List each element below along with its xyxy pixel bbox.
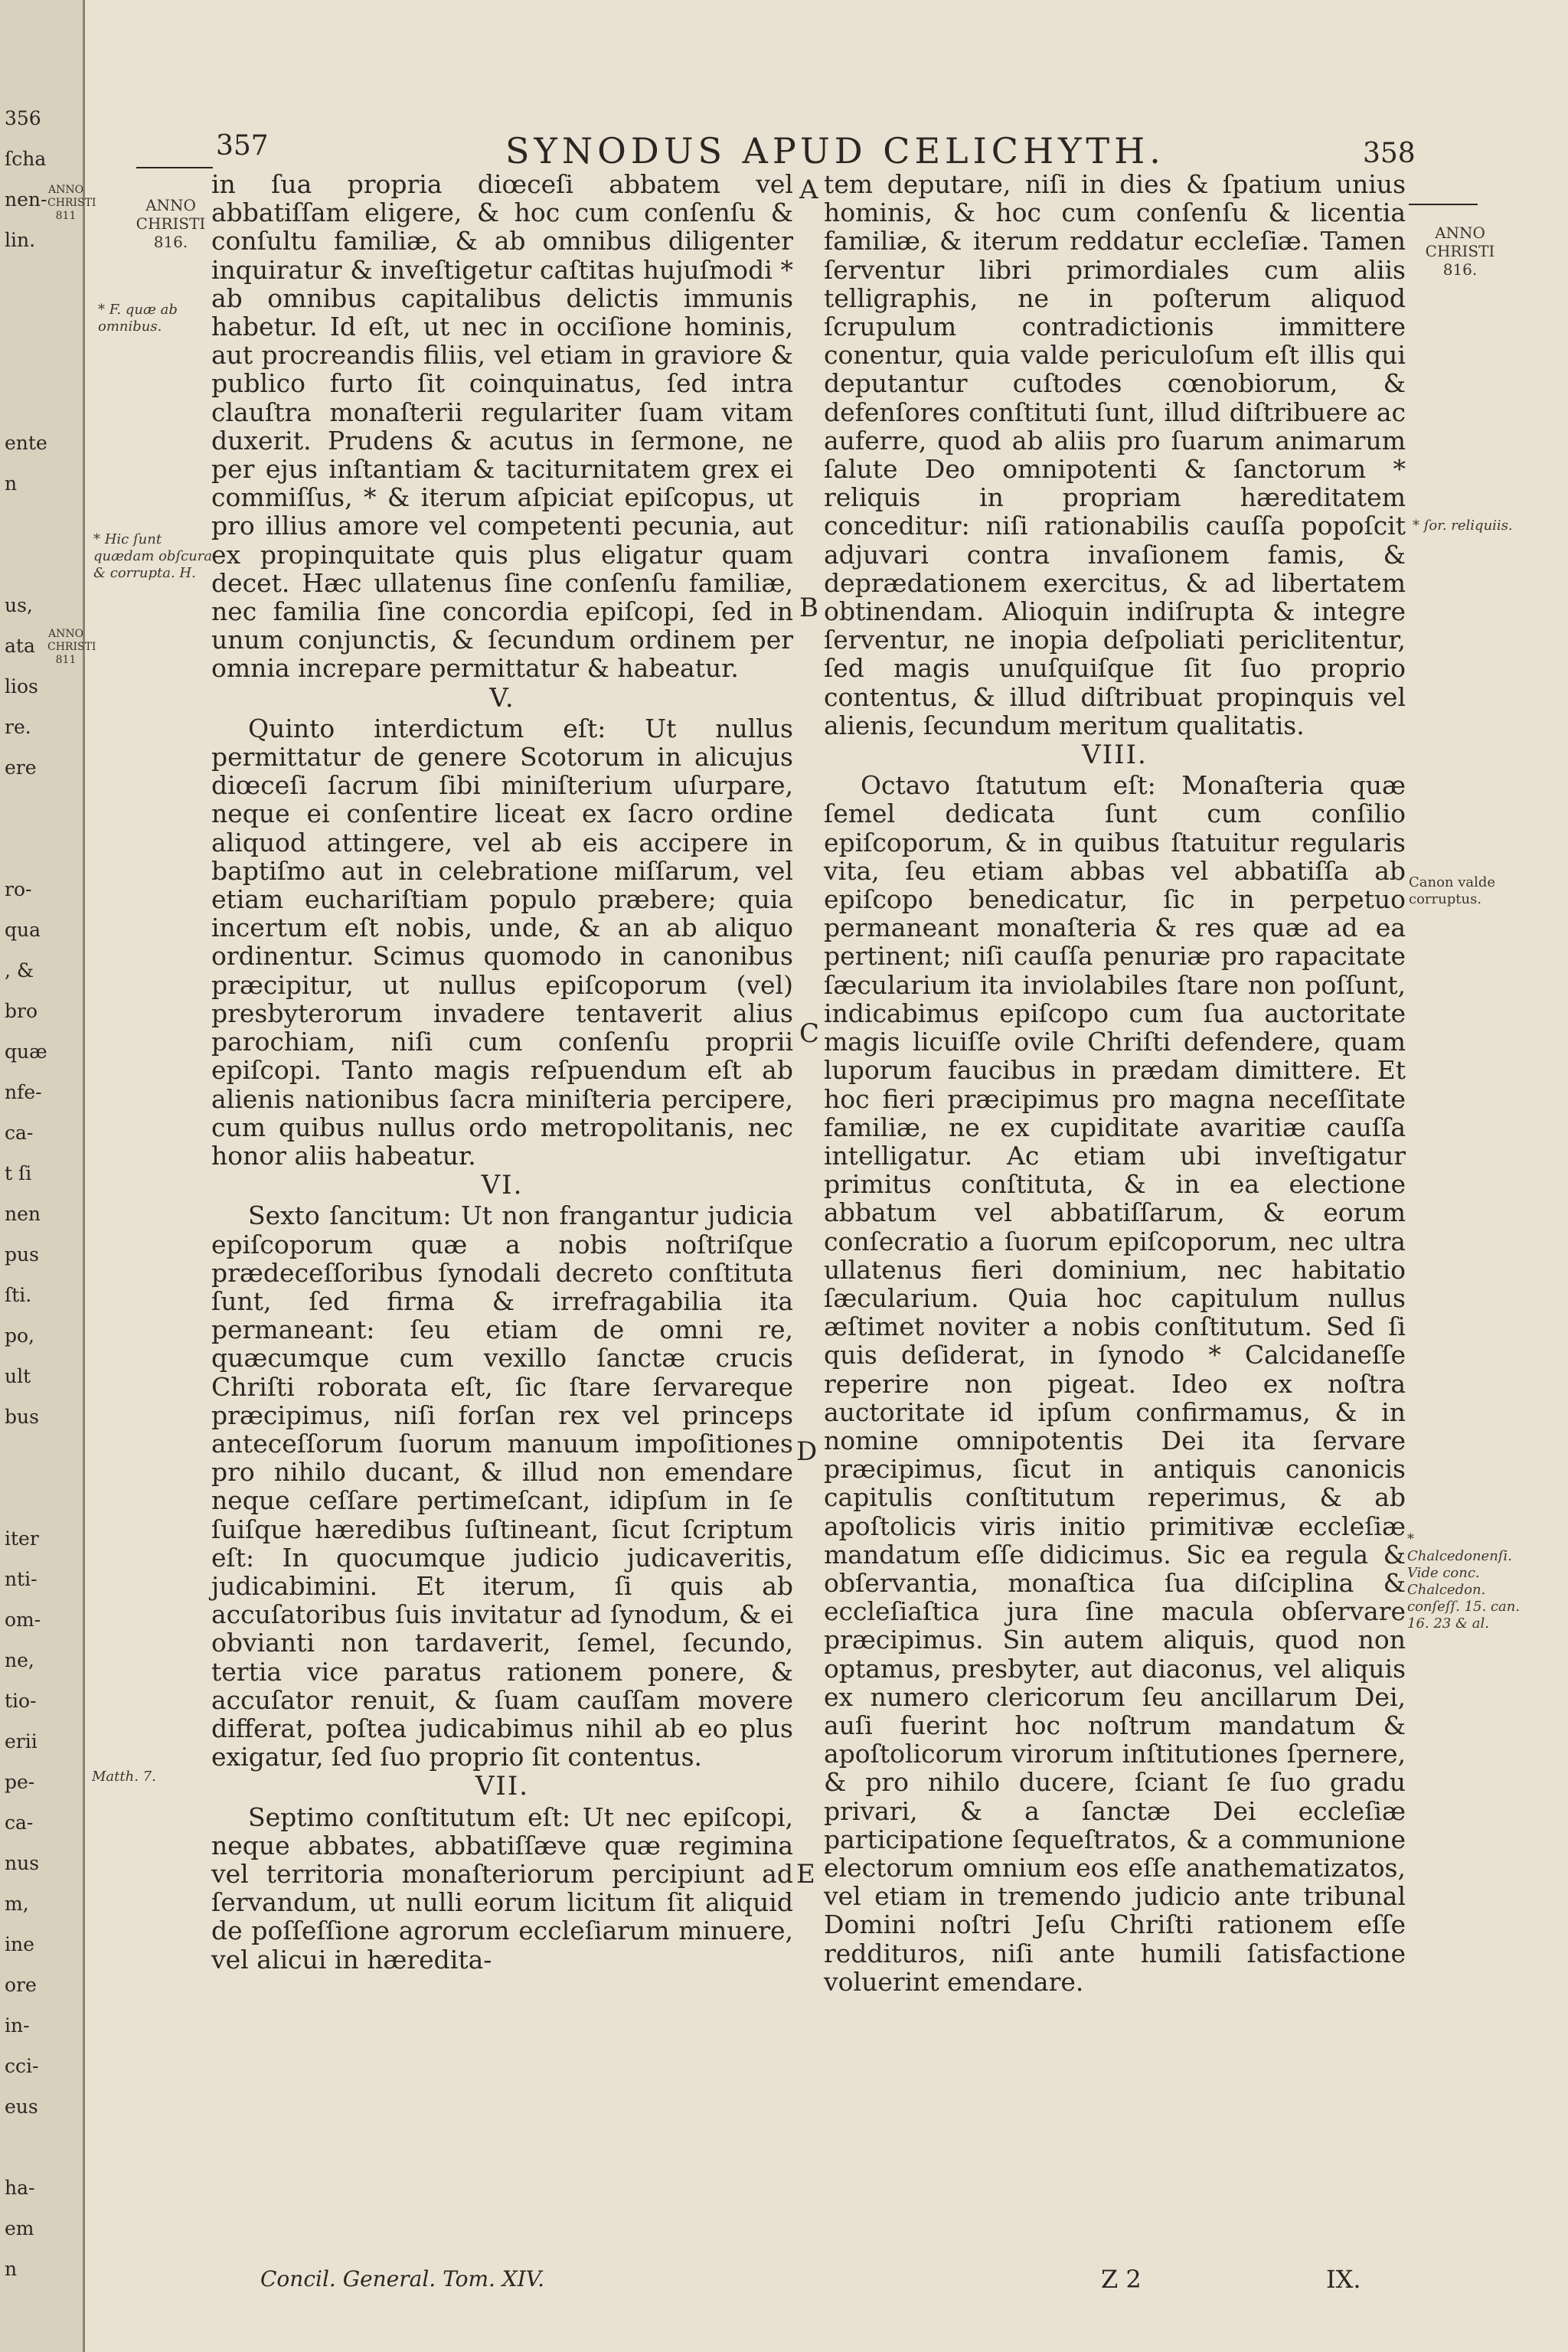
gutter-fragment: us, — [5, 594, 33, 616]
gutter-fragment: ente — [5, 432, 47, 454]
section-letter-e: E — [796, 1859, 815, 1890]
section-heading-vii: VII. — [475, 1771, 530, 1802]
section-letter-b: B — [799, 593, 818, 623]
gutter-fragment: bro — [5, 1000, 38, 1022]
footer-catchword: IX. — [1326, 2265, 1361, 2294]
margin-year-right: ANNO CHRISTI 816. — [1425, 224, 1495, 279]
gutter-fragment: po, — [5, 1325, 35, 1347]
gutter-fragment: nen — [5, 1203, 41, 1225]
gutter-fragment: ha- — [5, 2177, 35, 2199]
gutter-fragment: ne, — [5, 1649, 34, 1671]
gutter-fragment: iter — [5, 1527, 39, 1550]
gutter-fragment: nti- — [5, 1568, 38, 1590]
gutter-fragment: pe- — [5, 1771, 35, 1793]
gutter-fragment: cci- — [5, 2055, 39, 2077]
gutter-fragment: ſti. — [5, 1284, 32, 1306]
section-heading-vi: VI. — [481, 1170, 524, 1201]
gutter-fragment: , & — [5, 959, 34, 982]
gutter-year-2: ANNO CHRISTI 811 — [47, 628, 96, 666]
margin-note-right-1: * ſor. reliquiis. — [1413, 518, 1513, 534]
paragraph-vii: Septimo conſtitutum eſt: Ut nec epiſcopi, neque abbates, abbatiſſæve quæ regimina vel territoria monaſteriorum percipiunt ad ſervandum, ut nulli eorum licitum ſit aliquid de poſſeſſione agrorum eccleſiarum minuere, vel alicui in hæredita- — [211, 1802, 793, 1975]
gutter-year-1: ANNO CHRISTI 811 — [47, 184, 96, 222]
section-heading-viii: VIII. — [1082, 740, 1148, 771]
paragraph-continued-right: tem deputare, niſi in dies & ſpatium unius hominis, & hoc cum conſenſu & licentia familiæ, & iterum reddatur eccleſiæ. Tamen ſerventur libri primordiales cum aliis telligraphis, ne in poſterum aliquod ſcrupulum contradictionis immittere conentur, quia valde periculoſum eſt illis qui deputantur cuſtodes cœnobiorum, & defenſores conſtituti ſunt, illud diſtribuere ac auferre, quod ab aliis pro ſuarum animarum ſalute Deo omnipotenti & ſanctorum * reliquis in propriam hæreditatem conceditur: niſi rationabilis cauſſa popoſcit adjuvari contra invaſionem famis, & deprædationem exercitus, & ad libertatem obtinendam. Alioquin indiſrupta & integre ſerventur, ne inopia deſpoliati periclitentur, ſed magis unuſquiſque ſit ſuo proprio contentus, & illud diſtribuat propinquis vel alienis, ſecundum meritum qualitatis. — [824, 169, 1406, 740]
section-letter-c: C — [799, 1018, 820, 1049]
page-number-left: 357 — [216, 130, 269, 162]
footer-signature: Z 2 — [1101, 2265, 1142, 2294]
gutter-fragment: pus — [5, 1243, 39, 1266]
text-column-left — [211, 170, 793, 1974]
paragraph-v: Quinto interdictum eſt: Ut nullus permittatur de genere Scotorum in alicujus diœceſi ſacrum ſibi miniſterium uſurpare, neque ei conſentire liceat ex ſacro ordine aliquod attingere, vel ab eis accipere in baptiſmo aut in celebratione miſſarum, vel etiam euchariſtiam populo præbere; quia incertum eſt nobis, unde, & an ab aliquo ordinentur. Scimus quomodo in canonibus præcipitur, ut nullus epiſcoporum (vel) presbyterorum invadere tentaverit alius parochiam, niſi cum conſenſu proprii epiſcopi. Tanto magis reſpuendum eſt ab alienis nationibus ſacra miniſteria percipere, cum quibus nullus ordo metropolitanis, nec honor aliis habeatur. — [211, 713, 793, 1171]
section-letter-a: A — [799, 175, 818, 205]
gutter-fragment: lin. — [5, 229, 36, 251]
right-margin-rule — [1409, 204, 1478, 205]
margin-year-left: ANNO CHRISTI 816. — [136, 196, 206, 251]
gutter-fragment: qua — [5, 919, 41, 941]
gutter-fragment: em — [5, 2217, 34, 2239]
gutter-fragment: nfe- — [5, 1081, 42, 1103]
margin-note-right-2: Canon valde corruptus. — [1409, 874, 1496, 907]
gutter-fragment: re. — [5, 716, 31, 738]
gutter-fragment: n — [5, 2258, 18, 2280]
gutter-fragment: tio- — [5, 1690, 37, 1712]
gutter-fragment: erii — [5, 1730, 38, 1753]
left-margin-rule — [136, 167, 213, 168]
gutter-fragment: nus — [5, 1852, 40, 1874]
gutter-fragment: t ſi — [5, 1162, 32, 1184]
margin-note-right-3: * Chalcedonenſi. Vide conc. Chalcedon. conſeſſ. 15. can. 16. 23 & al. — [1407, 1531, 1521, 1632]
previous-page-edge — [0, 0, 96, 2352]
margin-note-left-2: * Hic ſunt quædam obſcura & corrupta. H. — [93, 531, 213, 581]
paragraph-viii: Octavo ſtatutum eſt: Monaſteria quæ ſemel dedicata ſunt cum conſilio epiſcoporum, & in quibus ſtatuitur regularis vita, ſeu etiam abbas vel abbatiſſa ab epiſcopo benedicatur, ſic in perpetuo permaneant monaſteria & res quæ ad ea pertinent; niſi cauſſa penuriæ pro rapacitate ſæcularium ita inviolabiles ſtare non poſſunt, indicabimus epiſcopo cum ſua auctoritate magis licuiſſe ovile Chriſti defendere, quam luporum faucibus in prædam dimittere. Et hoc fieri præcipimus pro magna neceſſitate familiæ, ne ex cupiditate avaritiæ cauſſa intelligatur. Ac etiam ubi inveſtigatur primitus conſtituta, & in ea electione abbatum vel abbatiſſarum, & eorum conſecratio a ſuorum epiſcoporum, nec ultra ullatenus fieri dominium, nec habitatio ſæcularium. Quia hoc capitulum nullus æſtimet noviter a nobis conſtitutum. Sed ſi quis deſiderat, in ſynodo * Calcidaneſſe reperire non pigeat. Ideo ex noſtra auctoritate id ipſum confirmamus, & in nomine omnipotentis Dei ita ſervare præcipimus, ſicut in antiquis canonicis capitulis conſtitutum reperimus, & ab apoſtolicis viris initio primitivæ eccleſiæ mandatum eſſe didicimus. Sic ea regula & obſervantia, monaſtica ſua diſciplina & eccleſiaſtica jura ſine macula obſervare præcipimus. Sin autem aliquis, quod non optamus, presbyter, aut diaconus, vel aliquis ex numero clericorum ſeu ancillarum Dei, auſi fuerint hoc noſtrum mandatum & apoſtolicorum virorum inſtitutiones ſpernere, & pro nihilo ducere, ſciant ſe ſuo gradu privari, & a ſanctæ Dei eccleſiæ participatione ſequeſtratos, & a communione electorum omnium eos eſſe anathematizatos, vel etiam in tremendo judicio ante tribunal Domini noſtri Jeſu Chriſti rationem eſſe reddituros, niſi ante humili ſatisfactione voluerint emendare. — [824, 770, 1406, 1997]
gutter-fragment: bus — [5, 1406, 39, 1428]
gutter-fragment: ult — [5, 1365, 31, 1387]
paragraph-vi: Sexto ſancitum: Ut non frangantur judicia epiſcoporum quæ a nobis noſtriſque prædeceſſoribus ſynodali decreto conſtituta ſunt, ſed firma & irrefragabilia ita permaneant: ſeu etiam de omni re, quæcumque cum vexillo ſanctæ crucis Chriſti roborata eſt, ſic ſtare ſervareque præcipimus, niſi forſan rex vel princeps anteceſſorum ſuorum manuum impoſitiones pro nihilo ducant, & illud non emendare neque ceſſare pertimeſcant, idipſum in ſe ſuiſque hæredibus ſuſtineant, ſicut ſcriptum eſt: In quocumque judicio judicaveritis, judicabimini. Et iterum, ſi quis ab accuſatoribus ſuis invitatur ad ſynodum, & ei obvianti non tardaverit, ſemel, ſecundo, tertia vice paratus rationem ponere, & accuſator renuit, & ſuam cauſſam movere differat, poſtea judicabimus nihil ab eo plus exigatur, ſed ſuo proprio ſit contentus. — [211, 1200, 793, 1772]
section-heading-v: V. — [489, 682, 515, 714]
gutter-fragment: n — [5, 472, 18, 495]
gutter-fragment: ro- — [5, 878, 32, 900]
footer-volume: Concil. General. Tom. XIV. — [260, 2266, 545, 2292]
gutter-fragment: ſcha — [5, 148, 47, 170]
running-title: SYNODUS APUD CELICHYTH. — [505, 130, 1165, 172]
gutter-fragment: in- — [5, 2014, 30, 2037]
gutter-fragment: ore — [5, 1974, 37, 1996]
page-number-right: 358 — [1363, 138, 1416, 169]
gutter-fragment: nen- — [5, 188, 47, 211]
gutter-fragment: m, — [5, 1893, 29, 1915]
text-column-right — [824, 170, 1406, 1996]
gutter-fragment: ca- — [5, 1122, 34, 1144]
paragraph-continued: in ſua propria diœceſi abbatem vel abbatiſſam eligere, & hoc cum conſenſu & conſultu familiæ, & ab omnibus diligenter inquiratur & inveſtigetur caſtitas hujuſmodi * ab omnibus capitalibus delictis immunis habetur. Id eſt, ut nec in occiſione hominis, aut procreandis filiis, vel etiam in graviore & publico furto ſit coinquinatus, ſed intra clauſtra monaſterii regulariter ſuam vitam duxerit. Prudens & acutus in ſermone, ne per ejus inſtantiam & taciturnitatem grex ei commiſſus, * & iterum aſpiciat epiſcopus, ut pro illius amore vel competenti pecunia, aut ex propinquitate quis plus eligatur quam decet. Hæc ullatenus ſine conſenſu familiæ, nec familia ſine concordia epiſcopi, ſed in unum conjunctis, & ſecundum ordinem per omnia increpare permittatur & habeatur. — [211, 169, 793, 684]
gutter-fragment: eus — [5, 2096, 38, 2118]
margin-note-left-1: * F. quæ ab omnibus. — [98, 302, 178, 335]
gutter-fragment: ine — [5, 1933, 34, 1955]
gutter-fragment: quæ — [5, 1040, 47, 1063]
gutter-fragment: om- — [5, 1609, 41, 1631]
gutter-fragment: lios — [5, 675, 38, 697]
gutter-fragment: ere — [5, 756, 37, 779]
gutter-fragment: 356 — [5, 107, 41, 129]
margin-note-left-3: Matth. 7. — [92, 1769, 156, 1785]
gutter-fragment: ata — [5, 635, 35, 657]
section-letter-d: D — [796, 1436, 818, 1467]
gutter-fragment: ca- — [5, 1811, 34, 1834]
